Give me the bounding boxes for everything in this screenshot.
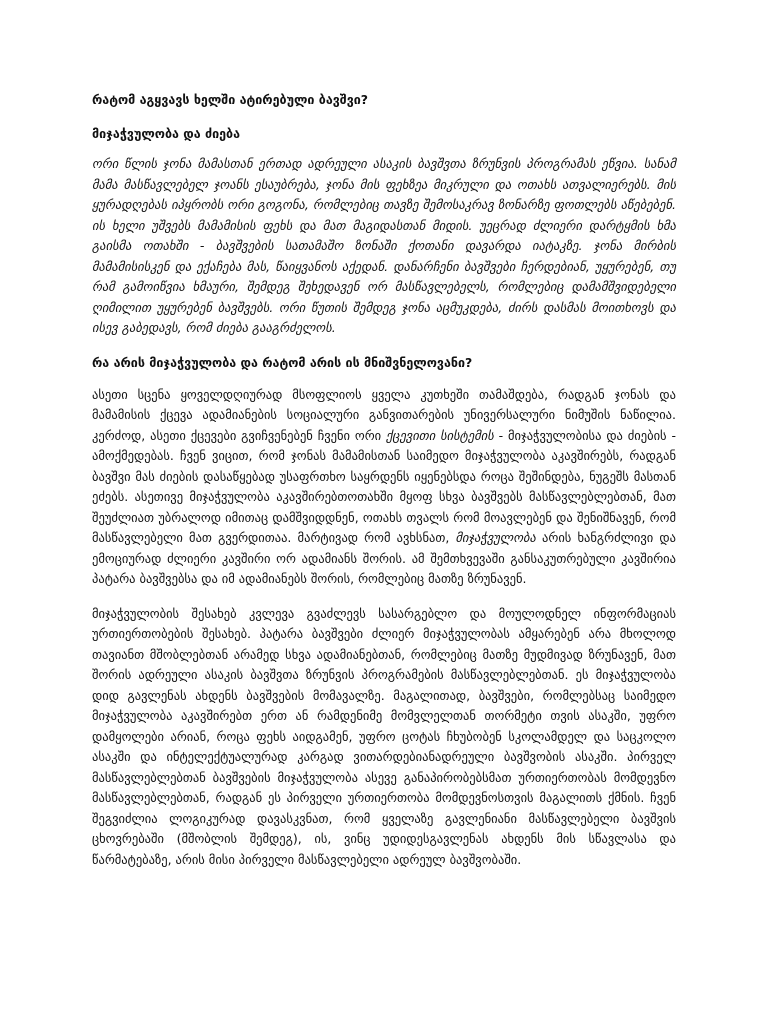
- paragraph-2-text-a: ასეთი სცენა ყოველდღიურად მსოფლიოს ყველა კუთხეში თამაშდება, რადგან ჯონას და მამამისის ქცევა ადამიანების სოციალური განვითარების უნივერსალური ნიმუშის ნაწილია. კერძოდ, ასეთი ქცევები გვიჩვენებენ ჩვენი ორი: [92, 386, 676, 443]
- paragraph-3: მიჯაჭვულობის შესახებ კვლევა გვაძლევს სასარგებლო და მოულოდნელ ინფორმაციას ურთიერთობების შესახებ. პატარა ბავშვები ძლიერ მიჯაჭვულობას ამყარებენ არა მხოლოდ თავიანთ მშობლებთან არამედ სხვა ადამიანებთან, რომლებიც მათზე მუდმივად ზრუნავენ, მათ შორის ადრეული ასაკის ბავშვთა ზრუნვის პროგრამების მასწავლებლებთან. ეს მიჯაჭვულობა დიდ გავლენას ახდენს ბავშვების მომავალზე. მაგალითად, ბავშვები, რომლებსაც საიმედო მიჯაჭვულობა აკავშირებთ ერთ ან რამდენიმე მომვლელთან თორმეტი თვის ასაკში, უფრო დამყოლები არიან, როცა ფეხს აიდგამენ, უფრო ცოტას ჩხუბობენ სკოლამდელ და საცკოლო ასაკში და ინტელექტუალურად კარგად ვითარდებიანადრეული ბავშვობის ასაკში. პირველ მასწავლებლებთან ბავშვების მიჯაჭვულობა ასევე განაპირობებსმათ ურთიერთობას მომდევნო მასწავლებლებთან, რადგან ეს პირველი ურთიერთობა მომდევნოსთვის მაგალითს ქმნის. ჩვენ შეგვიძლია ლოგიკურად დავასკვნათ, რომ ყველაზე გავლენიანი მასწავლებელი ბავშვის ცხოვრებაში (მშობლის შემდეგ), ის, ვინც უდიდესგავლენას ახდენს მის სწავლასა და წარმატებაზე, არის მისი პირველი მასწავლებელი ადრეულ ბავშვობაში.: [92, 605, 676, 867]
- paragraph-2-italic-attachment: მიჯაჭვულობა: [455, 530, 536, 545]
- paragraph-2-text-b: - მიჯაჭვულობისა და ძიების - ამოქმედებას. ჩვენ ვიცით, რომ ჯონას მამამისთან საიმედო მიჯაჭვულობა აკავშირებს, რადგან ბავშვი მას ძიების დასაწყებად უსაფრთხო საყრდენს იყენებსდა როცა შეშინდება, ნუგეშს მასთან ეძებს. ასეთივე მიჯაჭვულობა აკავშირებთოთახში მყოფ სხვა ბავშვებს მასწავლებლებთან, მათ შეუძლიათ უბრალოდ იმითაც დამშვიდდნენ, ოთახს თვალს რომ მოავლებენ და შენიშნავენ, რომ მასწავლებელი მათ გვერდითაა. მარტივად რომ ავხსნათ,: [92, 427, 676, 545]
- paragraph-2: [92, 385, 676, 590]
- document-content: [92, 90, 676, 870]
- paragraph-2-text-c: არის ხანგრძლივი და ემოციურად ძლიერი კავშირი ორ ადამიანს შორის. ამ შემთხვევაში განსაკუთრებული კავშირია პატარა ბავშვებსა და იმ ადამიანებს შორის, რომლებიც მათზე ზრუნავენ.: [92, 530, 677, 586]
- intro-paragraph: ორი წლის ჯონა მამასთან ერთად ადრეული ასაკის ბავშვთა ზრუნვის პროგრამას ეწვია. სანამ მამა მასწავლებელ ჯოანს ესაუბრება, ჯონა მის ფეხზეა მიკრული და ოთახს ათვალიერებს. მის ყურადღებას იპყრობს ორი გოგონა, რომლებიც თავზე შემოსაკრავ ზონარზე ფოთლებს აწებებენ. ის ხელი უშვებს მამამისის ფეხს და მათ მაგიდასთან მიდის. უეცრად ძლიერი დარტყმის ხმა გაისმა ოთახში - ბავშვების სათამაშო ზონაში ქოთანი დავარდა იატაკზე. ჯონა მირბის მამამისისკენ და ექაჩება მას, წაიყვანოს აქედან. დანარჩენი ბავშვები ჩერდებიან, უყურებენ, თუ რამ გამოიწვია ხმაური, შემდეგ შეხედავენ ორ მასწავლებელს, რომლებიც დამამშვიდებელი ღიმილით უყურებენ ბავშვებს. ორი წუთის შემდეგ ჯონა აცმუკდება, ძირს დასმას მოითხოვს და ისევ გაბედავს, რომ ძიება გააგრძელოს.: [92, 156, 676, 335]
- document-title: რატომ აგყვავს ხელში ატირებული ბავშვი?: [92, 92, 369, 107]
- section-heading-what-is-attachment: რა არის მიჯაჭვულობა და რატომ არის ის მნიშვნელოვანი?: [92, 354, 473, 370]
- section-heading-attachment-exploration: მიჯაჭვულობა და ძიება: [92, 126, 241, 141]
- paragraph-2-italic-behavioral-systems: ქცევითი სისტემის: [386, 427, 494, 443]
